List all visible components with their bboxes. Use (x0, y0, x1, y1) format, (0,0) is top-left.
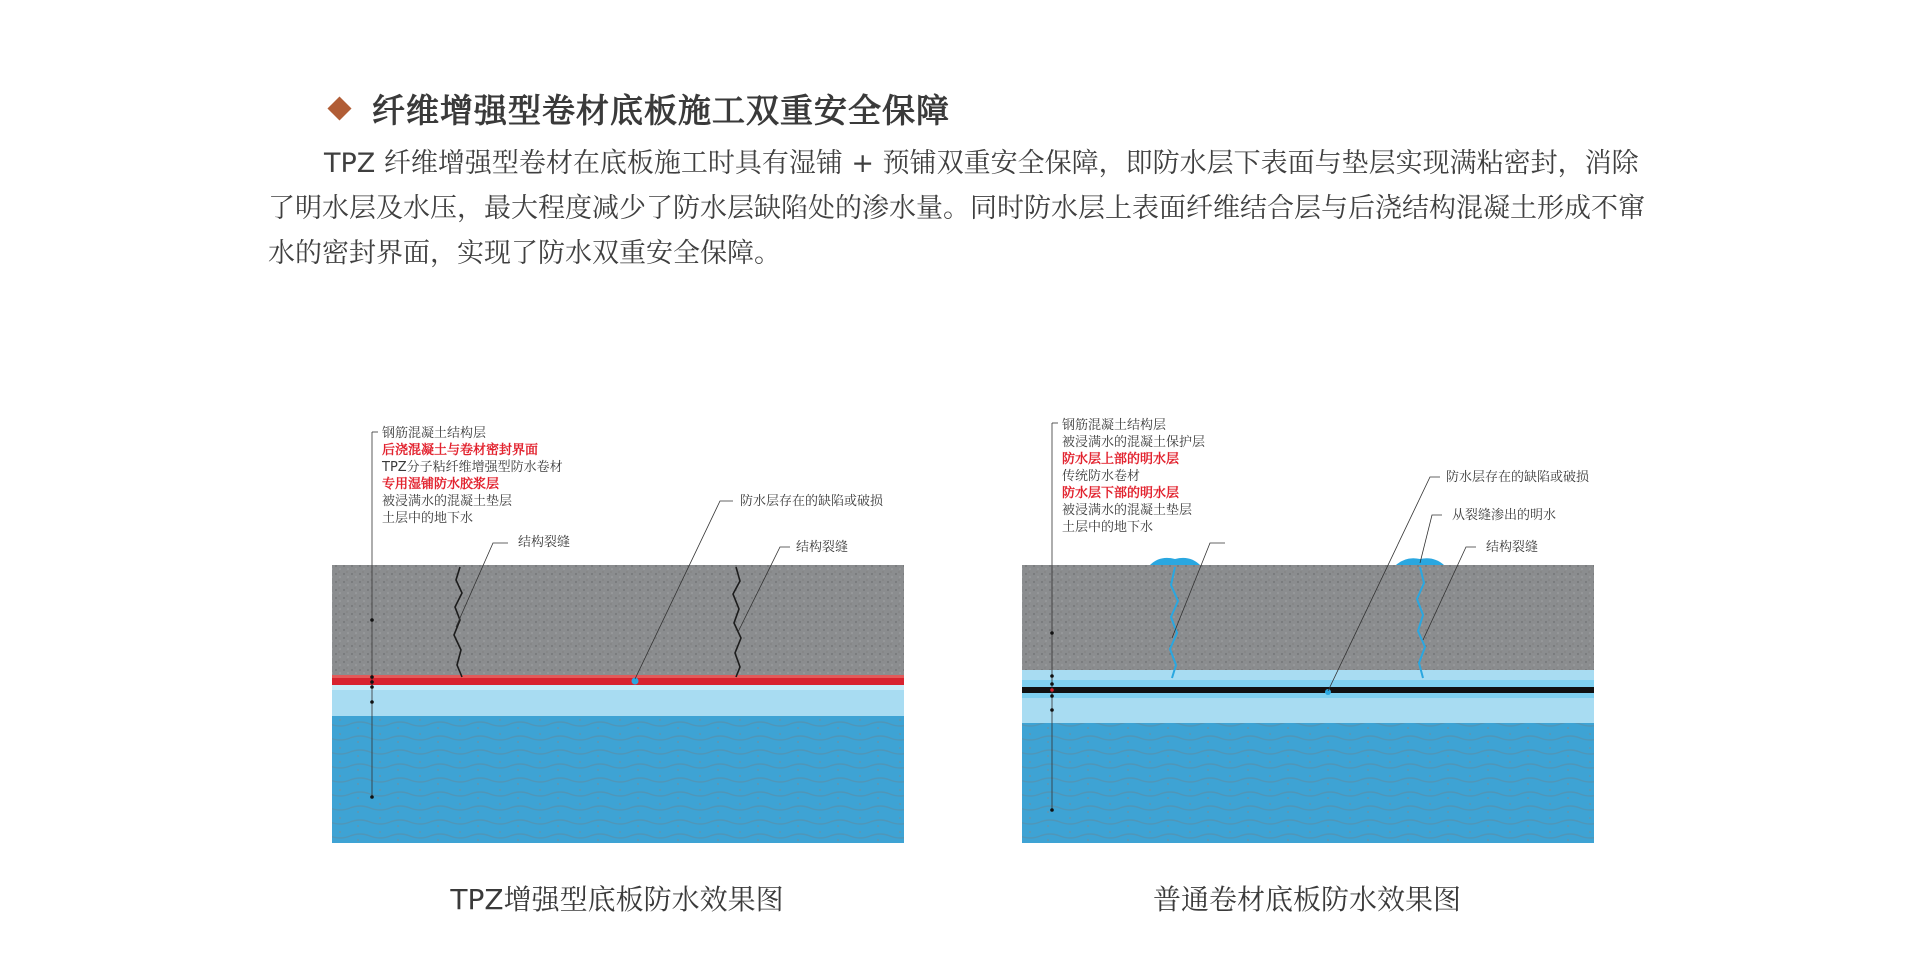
legend-item-2: 被浸满水的混凝土保护层 (1062, 435, 1206, 450)
wet-mortar-layer (332, 685, 904, 690)
legend-item-4: 传统防水卷材 (1062, 469, 1141, 484)
cushion-layer (332, 690, 904, 716)
tpz-diagram-caption: TPZ增强型底板防水效果图 (450, 883, 784, 916)
intro-paragraph: TPZ 纤维增强型卷材在底板施工时具有湿铺 + 预铺双重安全保障，即防水层下表面与垫层实现满粘密封，消除了明水层及水压，最大程度减少了防水层缺陷处的渗水量。同时防水层上表面纤维结合层与后浇结构混凝土形成不窜水的密封界面，实现了防水双重安全保障。 (268, 148, 1645, 269)
legend-item-5: 被浸满水的混凝土垫层 (382, 494, 513, 509)
lower-water-layer (1022, 693, 1594, 698)
legend-item-4: 专用湿铺防水胶浆层 (382, 477, 500, 492)
groundwater-soil-layer (1022, 723, 1594, 843)
groundwater-soil-layer (332, 716, 904, 843)
protective-layer (1022, 670, 1594, 680)
tpz-membrane-layer (332, 678, 904, 685)
concrete-structure-layer (1022, 565, 1594, 670)
water-puddle-1 (1150, 558, 1200, 565)
callout-defect: 防水层存在的缺陷或破损 (1446, 470, 1590, 485)
conventional-diagram (1000, 395, 1640, 870)
conventional-diagram-caption: 普通卷材底板防水效果图 (1152, 883, 1461, 916)
legend-item-1: 钢筋混凝土结构层 (1062, 418, 1167, 433)
callout-crack: 结构裂缝 (1486, 540, 1539, 555)
tpz-diagram (310, 395, 950, 870)
callout-seep: 从裂缝渗出的明水 (1452, 508, 1557, 523)
conventional-membrane-layer (1022, 687, 1594, 693)
defect-point (1325, 689, 1331, 695)
legend-item-1: 钢筋混凝土结构层 (382, 426, 487, 441)
callout-crack-1: 结构裂缝 (518, 535, 571, 550)
legend-item-5: 防水层下部的明水层 (1062, 486, 1180, 501)
callout-defect: 防水层存在的缺陷或破损 (740, 494, 884, 509)
legend-item-7: 土层中的地下水 (1062, 520, 1154, 535)
concrete-structure-layer (332, 565, 904, 678)
upper-water-layer (1022, 680, 1594, 687)
legend-item-3: TPZ分子粘纤维增强型防水卷材 (382, 460, 563, 475)
sealing-interface-layer (332, 675, 904, 678)
legend-item-6: 土层中的地下水 (382, 511, 474, 526)
diamond-bullet-icon (327, 96, 351, 120)
legend-item-3: 防水层上部的明水层 (1062, 452, 1180, 467)
legend-item-2: 后浇混凝土与卷材密封界面 (382, 443, 539, 458)
cushion-layer (1022, 698, 1594, 723)
section-heading (328, 86, 950, 130)
section-title: 纤维增强型卷材底板施工双重安全保障 (372, 90, 950, 130)
conventional-diagram-svg (1000, 395, 1640, 870)
tpz-diagram-svg (310, 395, 950, 870)
callout-crack-2: 结构裂缝 (796, 540, 849, 555)
legend-item-6: 被浸满水的混凝土垫层 (1062, 503, 1193, 518)
